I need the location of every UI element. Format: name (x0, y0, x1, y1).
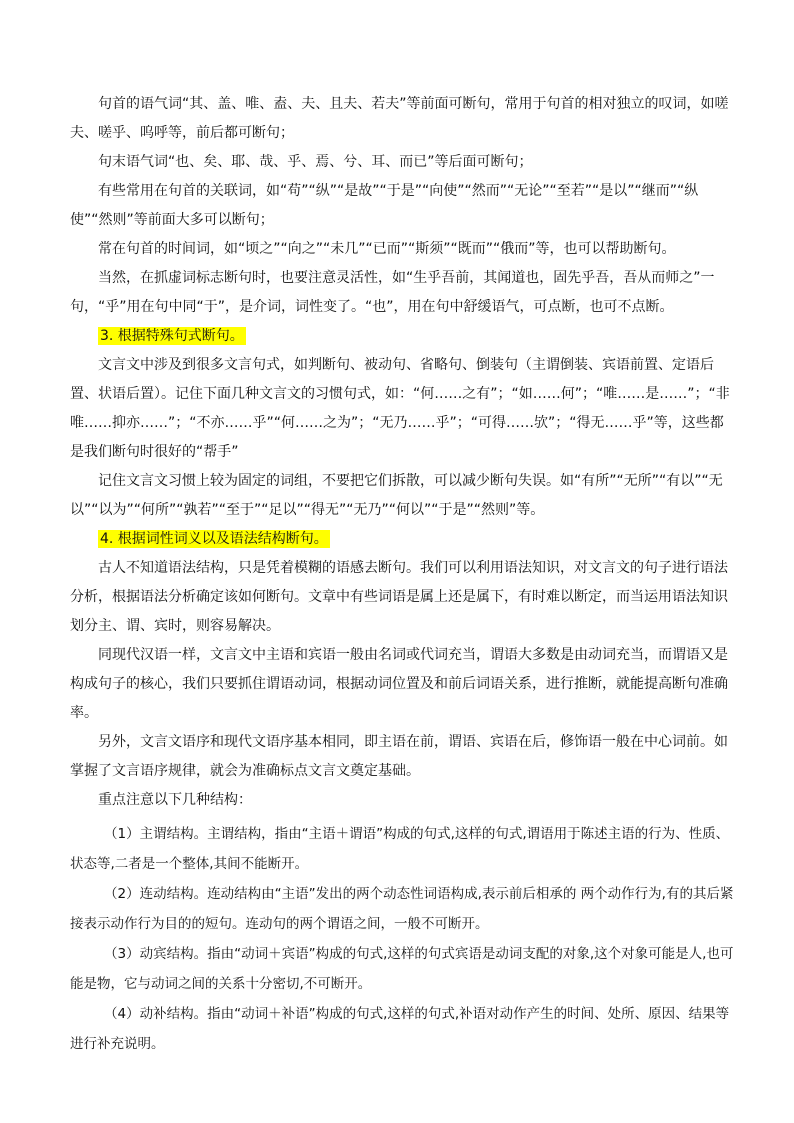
structure-item-subject-predicate: （1）主谓结构。主谓结构，指由“主语＋谓语”构成的句式,这样的句式,谓语用于陈述主语的行为、性质、状态等,二者是一个整体,其间不能断开。 (70, 826, 730, 872)
paragraph-sentence-initial-particles: 句首的语气词“其、盖、唯、盍、夫、且夫、若夫”等前面可断句，常用于句首的相对独立的叹词，如嗟夫、嗟乎、呜呼等，前后都可断句； (70, 96, 729, 141)
paragraph-structures-intro: 重点注意以下几种结构： (98, 792, 252, 808)
paragraph-grammar-analysis: 古人不知道语法结构，只是凭着模糊的语感去断句。我们可以利用语法知识，对文言文的句子进行语法分析，根据语法分析确定该如何断句。文章中有些词语是属上还是属下，有时难以断定，而当运用语法知识划分主、谓、宾时，则容易解决。 (70, 560, 728, 634)
section-heading-4-text: 4. 根据词性词义以及语法结构断句。 (100, 531, 328, 547)
structure-item-verb-complement: （4）动补结构。指由“动词＋补语”构成的句式,这样的句式,补语对动作产生的时间、处所、原因、结果等进行补充说明。 (70, 1006, 730, 1052)
paragraph-special-sentence-patterns: 文言文中涉及到很多文言句式，如判断句、被动句、省略句、倒装句（主谓倒装、宾语前置、定语后置、状语后置）。记住下面几种文言文的习惯句式，如：“何……之有”；“如……何”；“唯……是……”；“非唯……抑亦……”；“不亦……乎”“何……之为”；“无乃……乎”；“可得……欤”；“得无……乎”等，这些都是我们断句时很好的“帮手” (70, 357, 730, 460)
paragraph-fixed-phrases: 记住文言文习惯上较为固定的词组，不要把它们拆散，可以减少断句失误。如“有所”“无所”“有以”“无以”“以为”“何所”“孰若”“至于”“足以”“得无”“无乃”“何以”“于是”“然则”等。 (70, 473, 723, 518)
paragraph-subject-predicate: 同现代汉语一样，文言文中主语和宾语一般由名词或代词充当，谓语大多数是由动词充当，而谓语又是构成句子的核心，我们只要抓住谓语动词，根据动词位置及和前后词语关系，进行推断，就能提高断句准确率。 (70, 647, 728, 721)
paragraph-word-order: 另外，文言文语序和现代文语序基本相同，即主语在前，谓语、宾语在后，修饰语一般在中心词前。如掌握了文言语序规律，就会为准确标点文言文奠定基础。 (70, 734, 728, 779)
structure-item-verb-object: （3）动宾结构。指由“动词＋宾语”构成的句式,这样的句式宾语是动词支配的对象,这个对象可能是人,也可能是物，它与动词之间的关系十分密切,不可断开。 (70, 946, 734, 992)
paragraph-sentence-final-particles: 句末语气词“也、矣、耶、哉、乎、焉、兮、耳、而已”等后面可断句； (98, 154, 533, 170)
section-heading-4 (70, 525, 736, 554)
structure-item-serial-verb: （2）连动结构。连动结构由“主语”发出的两个动态性词语构成,表示前后相承的 两个动作行为,有的其后紧接表示动作行为目的的短句。连动句的两个谓语之间，一般不可断开。 (70, 886, 734, 932)
paragraph-conjunctions: 有些常用在句首的关联词，如“苟”“纵”“是故”“于是”“向使”“然而”“无论”“至若”“是以”“继而”“纵使”“然则”等前面大多可以断句； (70, 183, 699, 228)
document-page (70, 90, 736, 1059)
section-heading-3 (70, 322, 736, 351)
paragraph-time-words: 常在句首的时间词，如“顷之”“向之”“未几”“已而”“斯须”“既而”“俄而”等，也可以帮助断句。 (98, 241, 676, 257)
paragraph-flexibility-note: 当然，在抓虚词标志断句时，也要注意灵活性，如“生乎吾前，其闻道也，固先乎吾，吾从而师之”一句，“乎”用在句中同“于”，是介词，词性变了。“也”，用在句中舒缓语气，可点断，也可不点断。 (70, 270, 715, 315)
section-heading-3-text: 3. 根据特殊句式断句。 (100, 328, 244, 344)
